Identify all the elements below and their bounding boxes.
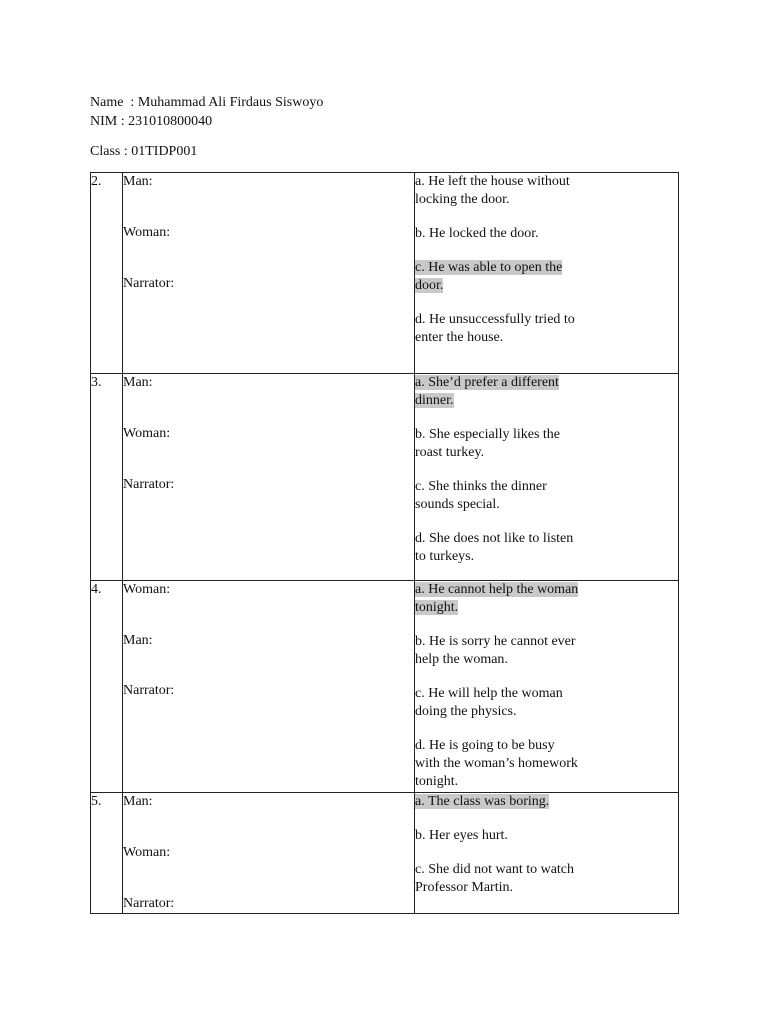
student-class: Class : 01TIDP001 — [90, 144, 198, 159]
answer-option[interactable]: b. He locked the door. — [415, 226, 539, 241]
answer-option[interactable]: b. He is sorry he cannot ever help the woman. — [415, 634, 576, 667]
options-cell — [415, 581, 679, 793]
answer-option-selected[interactable]: a. She’d prefer a different dinner. — [415, 375, 559, 408]
question-row — [91, 581, 679, 793]
answer-option[interactable]: c. She thinks the dinner sounds special. — [415, 479, 547, 512]
answer-option[interactable]: c. She did not want to watch Professor Martin. — [415, 862, 575, 895]
speaker-label: Narrator: — [123, 896, 175, 911]
question-row — [91, 793, 679, 914]
answer-option-selected[interactable]: a. The class was boring. — [415, 794, 550, 809]
options-cell — [415, 173, 679, 374]
options-cell — [415, 793, 679, 914]
answer-option-selected[interactable]: a. He cannot help the woman tonight. — [415, 582, 579, 615]
speaker-label: Woman: — [123, 426, 171, 441]
speaker-label: Man: — [123, 174, 153, 189]
speaker-label: Narrator: — [123, 477, 175, 492]
speaker-label: Man: — [123, 633, 153, 648]
speaker-cell — [123, 374, 415, 581]
answer-option[interactable]: b. Her eyes hurt. — [415, 828, 508, 843]
question-number: 5. — [91, 793, 123, 914]
speaker-label: Woman: — [123, 582, 171, 597]
answer-option[interactable]: d. He is going to be busy with the woman’s homework tonight. — [415, 738, 578, 789]
student-name: Name : Muhammad Ali Firdaus Siswoyo — [90, 95, 324, 110]
answer-option[interactable]: d. She does not like to listen to turkeys. — [415, 531, 574, 564]
answer-option[interactable]: d. He unsuccessfully tried to enter the house. — [415, 312, 575, 345]
speaker-cell — [123, 173, 415, 374]
answer-table — [90, 172, 679, 914]
speaker-label: Woman: — [123, 845, 171, 860]
speaker-label: Narrator: — [123, 276, 175, 291]
student-nim: NIM : 231010800040 — [90, 114, 213, 129]
speaker-label: Man: — [123, 794, 153, 809]
question-number: 4. — [91, 581, 123, 793]
answer-option[interactable]: b. She especially likes the roast turkey. — [415, 427, 561, 460]
speaker-cell — [123, 793, 415, 914]
question-row — [91, 173, 679, 374]
answer-option[interactable]: a. He left the house without locking the door. — [415, 174, 570, 207]
speaker-label: Man: — [123, 375, 153, 390]
speaker-cell — [123, 581, 415, 793]
answer-option-selected[interactable]: c. He was able to open the door. — [415, 260, 563, 293]
question-number: 2. — [91, 173, 123, 374]
question-number: 3. — [91, 374, 123, 581]
options-cell — [415, 374, 679, 581]
speaker-label: Woman: — [123, 225, 171, 240]
speaker-label: Narrator: — [123, 683, 175, 698]
question-row — [91, 374, 679, 581]
answer-option[interactable]: c. He will help the woman doing the physics. — [415, 686, 563, 719]
